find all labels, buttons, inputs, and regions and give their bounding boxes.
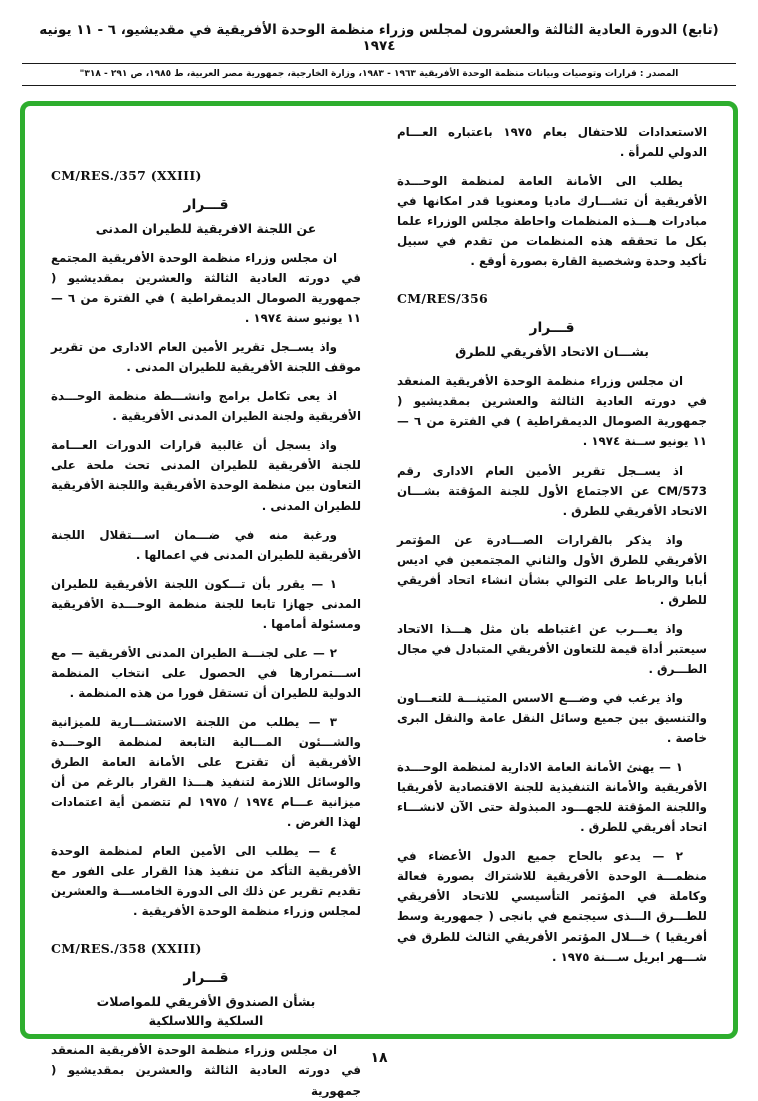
paragraph: ٢ — على لجنـــة الطيران المدنى الأفريقية — مع اســـتمرارها في الحصول على انتخاب المنظمة الدولية للطيران أن تستقل فورا من هذه المنظمة . xyxy=(51,645,361,700)
paragraph: واذ يذكر بالقرارات الصـــادرة عن المؤتمر الأفريقي للطرق الأول والثاني المجتمعين في اديس أبابا والرباط على التوالي بشأن انشاء اتحاد أفريقي للطرق . xyxy=(397,532,707,607)
session-title: (تابع) الدورة العادية الثالثة والعشرون لمجلس وزراء منظمة الوحدة الأفريقية في مقديشيو، ٦ - ١١ يونيه ١٩٧٤ xyxy=(39,22,719,54)
paragraph: ١ — يقرر بأن تـــكون اللجنة الأفريقية للطيران المدنى جهازا تابعا للجنة منظمة الوحـــدة الأفريقية ومسئولة أمامها . xyxy=(51,576,361,631)
source-citation: المصدر : قرارات وتوصيات وبيانات منظمة الوحدة الأفريقية ١٩٦٣ - ١٩٨٣، وزارة الخارجية، جمهورية مصر العربية، ط ١٩٨٥، ص ٢٩١ - ٣١٨" xyxy=(79,69,679,79)
resolution-title: قـــرار xyxy=(529,320,575,337)
paragraph: واذ يرغب في وضـــع الاسس المتينـــة للتعـــاون والتنسيق بين جميع وسائل النقل عامة والنقل البرى خاصة . xyxy=(397,690,707,746)
paragraph: ٣ — يطلب من اللجنة الاستشـــارية للميزانية والشـــئون المـــالية التابعة لمنظمة الوحـــدة الأفريقية أن تقترح على الأمانة العامة الطرق والوسائل اللازمة لتنفيذ هـــذا القرار بالرغم من أن ميزانية عـــام ١٩٧٤ / ١٩٧٥ لم تتضمن أية اعتمادات لهذا الغرض . xyxy=(51,714,361,830)
header-divider-bottom xyxy=(22,85,736,86)
resolution-subtitle: بشـــان الاتحاد الأفريقي للطرق xyxy=(455,344,649,360)
paragraph: ان مجلس وزراء منظمة الوحدة الأفريقية المنعقد في دورته العادية الثالثة والعشرين بمقديشيو ( جمهورية الصومال الديمقراطية ) في الفترة من ٦ — ١١ يونيو ســنة ١٩٧٤ . xyxy=(397,374,707,449)
paragraph: اذ يســجل تقرير الأمين العام الادارى رقم CM/573 عن الاجتماع الأول للجنة المؤقتة بشـــان الاتحاد الأفريقي للطرق . xyxy=(397,463,707,518)
paragraph: اذ يعى تكامل برامج وانشـــطة منظمة الوحـــدة الأفريقية ولجنة الطيران المدنى الأفريقية . xyxy=(51,389,361,424)
page-number: ١٨ xyxy=(370,1050,388,1066)
resolution-title: قـــرار xyxy=(183,197,229,213)
paragraph: واذ يســجل تقرير الأمين العام الادارى من تقرير موقف اللجنة الأفريقية للطيران المدنى . xyxy=(51,340,361,375)
resolution-subtitle: عن اللجنة الافريقية للطيران المدنى xyxy=(95,221,317,236)
right-column xyxy=(397,122,707,1024)
resolution-title: قـــرار xyxy=(183,970,229,987)
resolution-ref-358: CM/RES./358 (XXIII) xyxy=(51,941,202,957)
paragraph: ٢ — يدعو بالحاح جميع الدول الأعضاء في منظمـــة الوحدة الأفريقية للاشتراك بصورة فعالة وكاملة في المؤتمر التأسيسي للاتحاد الأفريقي للطـــرق الـــذى سيجتمع في بانجى ( جمهورية وسط أفريقيا ) خـــلال المؤتمر الأفريقي الثالث للطرق في شـــهر ابريل ســـنة ١٩٧٥ . xyxy=(397,849,707,964)
paragraph: ورغبة منه في ضـــمان اســـتقلال اللجنة الأفريقية للطيران المدنى في اعمالها . xyxy=(51,527,361,562)
page-header xyxy=(20,14,738,86)
paragraph: واذ يعـــرب عن اغتباطه بان مثل هـــذا الاتحاد سيعتبر أداة قيمة للتعاون الأفريقي المتبادل في مجال الطـــرق . xyxy=(397,621,707,676)
paragraph: الاستعدادات للاحتفال بعام ١٩٧٥ باعتباره العـــام الدولي للمرأة . xyxy=(397,125,707,160)
paragraph: واذ يسجل أن غالبية قرارات الدورات العـــامة للجنة الأفريقية للطيران المدنى تحث ملحة على التعاون بين منظمة الوحدة الأفريقية واللجنة الأفريقية للطيران المدنى . xyxy=(51,438,361,513)
resolution-ref-357: CM/RES./357 (XXIII) xyxy=(51,168,202,183)
paragraph: ان مجلس وزراء منظمة الوحدة الأفريقية المجتمع في دورته العادية الثالثة والعشرين بمقديشيو ( جمهورية الصومال الديمقراطية ) في الفترة من ٦ — ١١ يونيو سنة ١٩٧٤ . xyxy=(51,251,361,326)
paragraph: ١ — يهنئ الأمانة العامة الادارية لمنظمة الوحـــدة الأفريقية والأمانة التنفيذية للجنة الاقتصادية لأفريقيا واللجنة المؤقتة للجهـــود المبذولة حتى الآن لانشـــاء اتحاد أفريقي للطرق . xyxy=(397,760,707,835)
resolution-subtitle: السلكية واللاسلكية xyxy=(148,1013,264,1029)
paragraph: ٤ — يطلب الى الأمين العام لمنظمة الوحدة الأفريقية التأكد من تنفيذ هذا القرار على الفور مع تقديم تقرير عن ذلك الى الدورة الخامســـة والعشرين لمجلس وزراء منظمة الوحدة الأفريقية . xyxy=(51,844,361,919)
left-column xyxy=(51,122,361,1098)
paragraph: ان مجلس وزراء منظمة الوحدة الأفريقية المنعقد في دورته العادية الثالثة والعشرين بمقديشيو ( جمهورية xyxy=(51,1043,361,1098)
resolution-ref-356: CM/RES/356 xyxy=(397,291,488,307)
paragraph: يطلب الى الأمانة العامة لمنظمة الوحـــدة الأفريقية أن تشـــارك ماديا ومعنويا قدر امكانها في مبادرات هـــذه المنظمات واحاطة مجلس الوزراء علما بكل ما تحققه هذه المنظمات من تقدم في سبيل تأكيد وحدة وشخصية القارة بصورة أوقع . xyxy=(397,174,707,269)
resolution-subtitle: بشأن الصندوق الأفريقي للمواصلات xyxy=(96,994,316,1010)
